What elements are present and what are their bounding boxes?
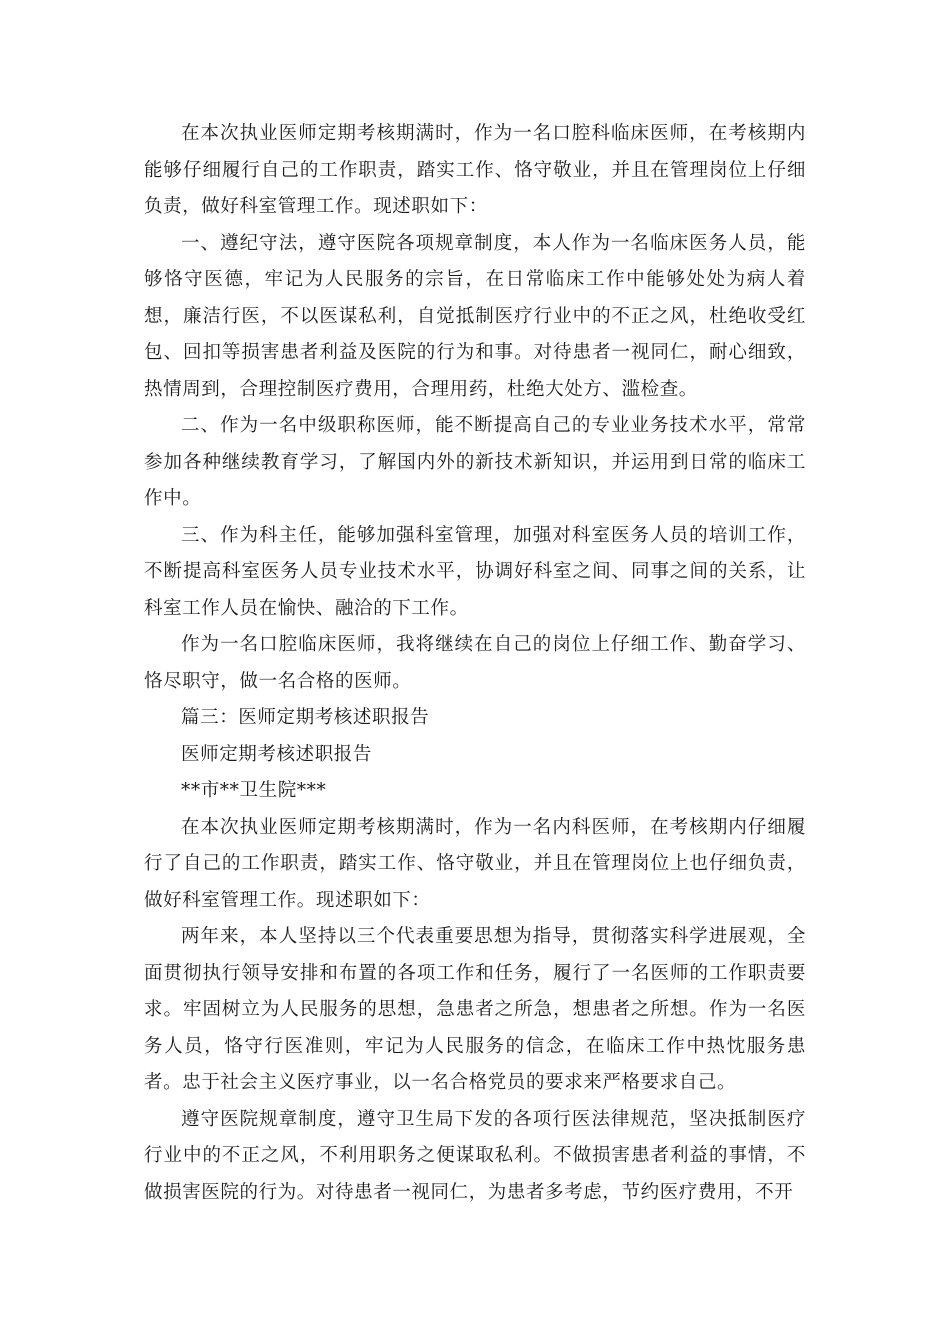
report-author: **市**卫生院*** (181, 780, 327, 801)
paragraph-section-2: 二、作为一名中级职称医师，能不断提高自己的专业业务技术水平，常常参加各种继续教育学习，了解国内外的新技术新知识，并运用到日常的临床工作中。 (144, 415, 806, 509)
chapter-heading: 篇三：医师定期考核述职报告 (181, 707, 430, 728)
paragraph-regulations: 遵守医院规章制度，遵守卫生局下发的各项行医法律规范，坚决抵制医疗行业中的不正之风，不利用职务之便谋取私利。不做损害患者利益的事情，不做损害医院的行为。对待患者一视同仁，为患者多考虑，节约医疗费用，不开 (144, 1108, 806, 1203)
paragraph-section-3: 三、作为科主任，能够加强科室管理，加强对科室医务人员的培训工作，不断提高科室医务人员专业技术水平，协调好科室之间、同事之间的关系，让科室工作人员在愉快、融洽的下工作。 (144, 524, 806, 619)
paragraph-two-years: 两年来，本人坚持以三个代表重要思想为指导，贯彻落实科学进展观，全面贯彻执行领导安排和布置的各项工作和任务，履行了一名医师的工作职责要求。牢固树立为人民服务的思想，急患者之所急，想患者之所想。作为一名医务人员，恪守行医准则，牢记为人民服务的信念，在临床工作中热忱服务患者。忠于社会主义医疗事业，以一名合格党员的要求来严格要求自己。 (144, 926, 806, 1093)
report-title: 医师定期考核述职报告 (181, 743, 373, 765)
document-body (144, 116, 806, 1211)
paragraph-closing: 作为一名口腔临床医师，我将继续在自己的岗位上仔细工作、勤奋学习、恪尽职守，做一名合格的医师。 (144, 634, 806, 692)
paragraph-intro-2: 在本次执业医师定期考核期满时，作为一名内科医师，在考核期内仔细履行了自己的工作职责，踏实工作、恪守敬业，并且在管理岗位上也仔细负责，做好科室管理工作。现述职如下： (144, 816, 806, 911)
paragraph-section-1: 一、遵纪守法，遵守医院各项规章制度，本人作为一名临床医务人员，能够恪守医德，牢记为人民服务的宗旨，在日常临床工作中能够处处为病人着想，廉洁行医，不以医谋私利，自觉抵制医疗行业中的不正之风，杜绝收受红包、回扣等损害患者利益及医院的行为和事。对待患者一视同仁，耐心细致，热情周到，合理控制医疗费用，合理用药，杜绝大处方、滥检查。 (144, 232, 806, 400)
paragraph-intro: 在本次执业医师定期考核期满时，作为一名口腔科临床医师，在考核期内能够仔细履行自己的工作职责，踏实工作、恪守敬业，并且在管理岗位上仔细负责，做好科室管理工作。现述职如下： (144, 123, 806, 217)
